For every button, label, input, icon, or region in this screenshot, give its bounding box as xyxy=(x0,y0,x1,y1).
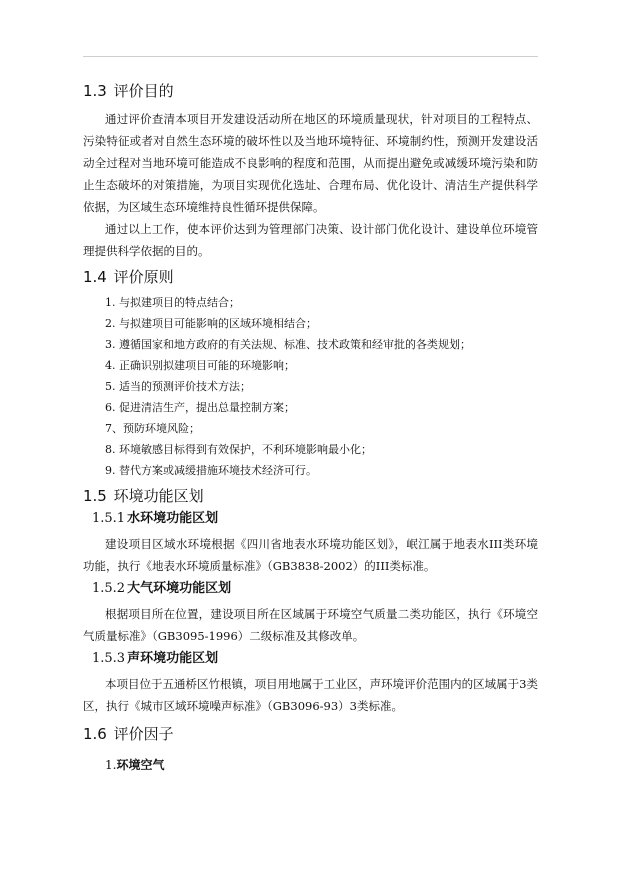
heading-number: 1.5 xyxy=(83,487,107,505)
list-item: 7、预防环境风险； xyxy=(105,422,200,435)
heading-1-5-2 xyxy=(92,579,538,599)
heading-number: 1.4 xyxy=(83,268,107,286)
heading-number: 1.6 xyxy=(83,725,107,743)
list-item: 3. 遵循国家和地方政府的有关法规、标准、技术政策和经审批的各类规划； xyxy=(105,338,471,351)
document-body xyxy=(83,80,538,775)
paragraph-purpose-summary: 通过以上工作，使本评价达到为管理部门决策、设计部门优化设计、建设单位环境管理提供科学依据的目的。 xyxy=(83,222,538,258)
principles-list xyxy=(83,292,538,481)
paragraph-air: 根据项目所在位置，建设项目所在区域属于环境空气质量二类功能区，执行《环境空气质量标准》（GB3095-1996）二级标准及其修改单。 xyxy=(83,607,538,643)
heading-1-5 xyxy=(83,485,538,507)
paragraph-noise: 本项目位于五通桥区竹根镇，项目用地属于工业区，声环境评价范围内的区域属于3类区，执行《城市区域环境噪声标准》（GB3096-93）3类标准。 xyxy=(83,677,538,713)
heading-title: 评价目的 xyxy=(113,82,174,100)
heading-1-4 xyxy=(83,266,538,288)
list-item: 1. 与拟建项目的特点结合； xyxy=(105,296,240,309)
heading-number: 1.5.3 xyxy=(92,651,126,666)
paragraph-purpose: 通过评价查清本项目开发建设活动所在地区的环境质量现状，针对项目的工程特点、污染特征或者对自然生态环境的破坏性以及当地环境特征、环境制约性，预测开发建设活动全过程对当地环境可能造成不良影响的程度和范围，从而提出避免或减缓环境污染和防止生态破坏的对策措施，为项目实现优化选址、合理布局、优化设计、清洁生产提供科学依据，为区域生态环境维持良性循环提供保障。 xyxy=(83,112,538,214)
heading-title: 水环境功能区划 xyxy=(127,511,219,526)
header-rule xyxy=(83,56,538,57)
heading-number: 1.3 xyxy=(83,82,107,100)
heading-ambient-air xyxy=(105,755,538,775)
heading-1-6 xyxy=(83,723,538,745)
list-item: 2. 与拟建项目可能影响的区域环境相结合； xyxy=(105,317,317,330)
heading-number: 1. xyxy=(105,758,117,772)
list-item: 5. 适当的预测评价技术方法； xyxy=(105,380,251,393)
heading-number: 1.5.1 xyxy=(92,511,126,526)
heading-title: 评价因子 xyxy=(113,725,174,743)
heading-title: 环境空气 xyxy=(116,758,165,772)
list-item: 9. 替代方案或减缓措施环境技术经济可行。 xyxy=(105,464,317,477)
heading-number: 1.5.2 xyxy=(92,581,126,596)
heading-1-5-3 xyxy=(92,649,538,669)
paragraph-water: 建设项目区域水环境根据《四川省地表水环境功能区划》，岷江属于地表水III类环境功能，执行《地表水环境质量标准》（GB3838-2002）的III类标准。 xyxy=(83,537,538,573)
heading-title: 大气环境功能区划 xyxy=(127,581,232,596)
heading-title: 评价原则 xyxy=(113,268,174,286)
heading-1-3 xyxy=(83,80,538,102)
heading-title: 声环境功能区划 xyxy=(127,651,219,666)
list-item: 8. 环境敏感目标得到有效保护，不利环境影响最小化； xyxy=(105,443,372,456)
list-item: 4. 正确识别拟建项目可能的环境影响； xyxy=(105,359,295,372)
heading-title: 环境功能区划 xyxy=(113,487,204,505)
list-item: 6. 促进清洁生产，提出总量控制方案； xyxy=(105,401,295,414)
heading-1-5-1 xyxy=(92,509,538,529)
